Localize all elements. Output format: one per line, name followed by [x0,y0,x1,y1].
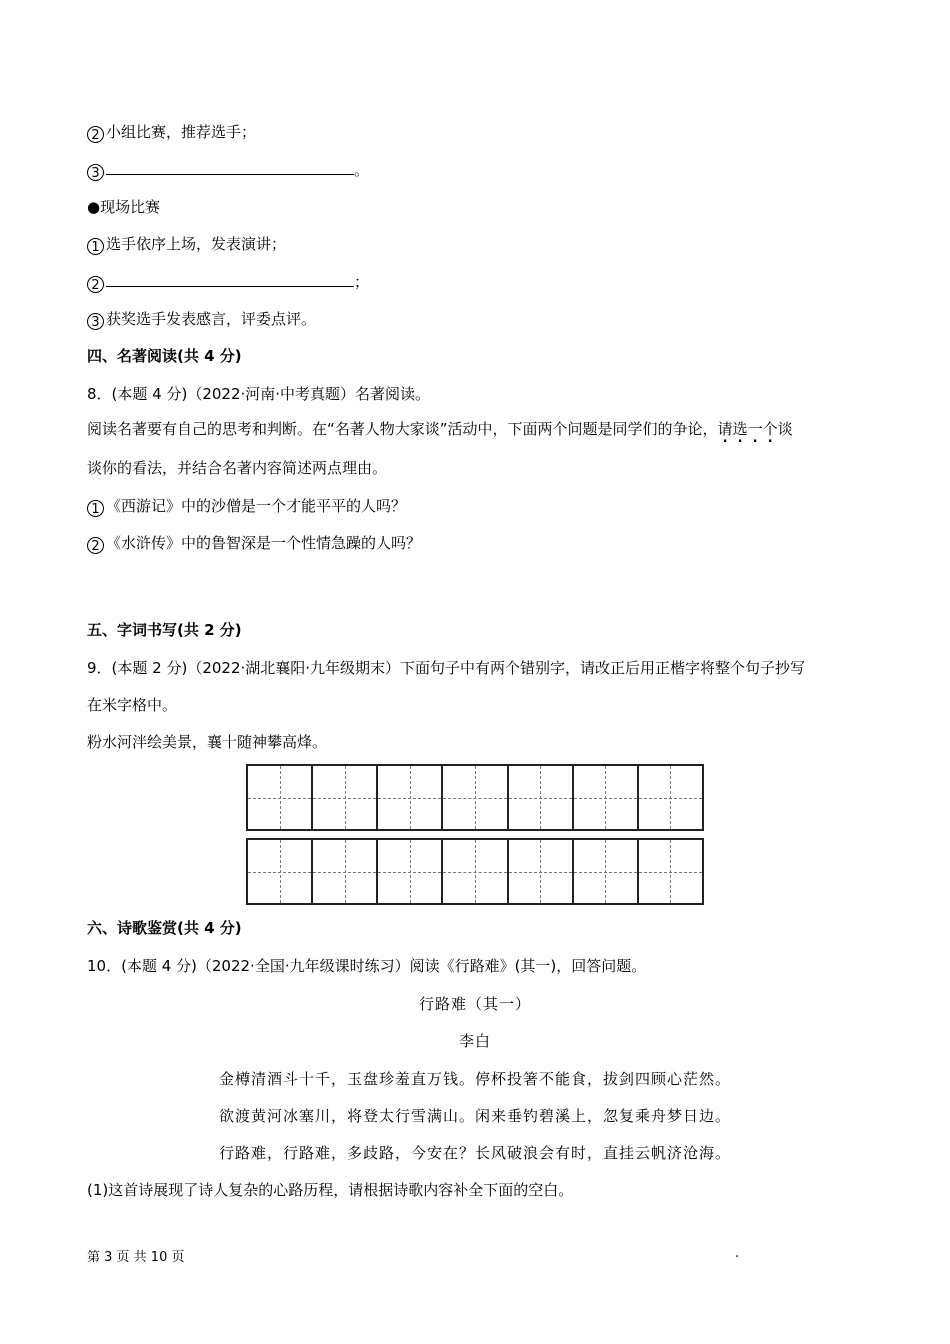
option-text: 《西游记》中的沙僧是一个才能平平的人吗？ [106,497,407,515]
grid-cell[interactable] [378,766,443,829]
grid-cell[interactable] [248,766,313,829]
question-10-header: 10．(本题 4 分)（2022·全国·九年级课时练习）阅读《行路难》(其一)，回答问题。 [87,957,647,975]
question-10-sub-1: (1)这首诗展现了诗人复杂的心路历程，请根据诗歌内容补全下面的空白。 [87,1181,574,1199]
question-8-paragraph-line2: 谈你的看法，并结合名著内容简述两点理由。 [87,459,388,477]
emphasis-char: 选 [732,420,748,438]
footer-mark: . [735,1246,740,1261]
step-text: 获奖选手发表感言，评委点评。 [106,310,317,328]
grid-cell[interactable] [313,766,378,829]
poem-line-3: 行路难，行路难，多歧路，今安在？长风破浪会有时，直挂云帆济沧海。 [218,1144,731,1162]
grid-cell[interactable] [639,840,702,903]
step-text: 选手依序上场，发表演讲； [106,235,287,253]
poem-line-2: 欲渡黄河冰塞川，将登太行雪满山。闲来垂钓碧溪上，忽复乘舟梦日边。 [218,1107,731,1125]
grid-cell[interactable] [313,840,378,903]
grid-cell[interactable] [509,840,574,903]
emphasis-char: 个 [762,420,778,438]
question-8-option-1 [87,496,406,517]
page-number: 第 3 页 共 10 页 [87,1250,185,1265]
section-heading-5: 五、字词书写(共 2 分) [87,621,242,639]
circled-number: 1 [87,238,104,255]
circled-number: 2 [87,276,104,293]
question-8-header: 8．(本题 4 分)（2022·河南·中考真题）名著阅读。 [87,385,431,403]
emphasis-char: 一 [747,420,763,438]
circled-number: 3 [87,313,104,330]
onsite-heading: ●现场比赛 [87,198,161,216]
section-heading-6: 六、诗歌鉴赏(共 4 分) [87,919,242,937]
grid-cell[interactable] [248,840,313,903]
step-text: 小组比赛，推荐选手； [106,123,257,141]
end-punct: ； [354,273,370,291]
grid-cell[interactable] [443,840,508,903]
circled-number: 2 [87,126,104,143]
onsite-step-1 [87,234,286,255]
question-8-paragraph-line1 [87,419,793,439]
question-9-header-line2: 在米字格中。 [87,696,178,714]
option-text: 《水浒传》中的鲁智深是一个性情急躁的人吗？ [106,534,422,552]
circled-number: 3 [87,164,104,181]
grid-cell[interactable] [639,766,702,829]
prelim-step-3-blank [87,160,369,181]
para-text: 谈 [777,420,793,438]
emphasis-char: 请 [717,420,733,438]
onsite-step-2-blank [87,272,369,293]
poem-title: 行路难（其一） [418,995,531,1013]
grid-cell[interactable] [509,766,574,829]
para-text: 阅读名著要有自己的思考和判断。在“名著人物大家谈”活动中，下面两个问题是同学们的争论， [87,420,718,438]
grid-cell[interactable] [443,766,508,829]
question-9-sentence: 粉水河泮绘美景，襄十随神攀高烽。 [87,733,328,751]
grid-cell[interactable] [574,766,639,829]
question-8-option-2 [87,533,421,554]
poem-author: 李白 [458,1032,491,1050]
poem-line-1: 金樽清酒斗十千，玉盘珍羞直万钱。停杯投箸不能食，拔剑四顾心茫然。 [218,1070,731,1088]
grid-cell[interactable] [574,840,639,903]
mizi-grid-row-2[interactable] [246,838,704,905]
grid-cell[interactable] [378,840,443,903]
prelim-step-2 [87,122,256,143]
section-heading-4: 四、名著阅读(共 4 分) [87,347,242,365]
question-9-header: 9．(本题 2 分)（2022·湖北襄阳·九年级期末）下面句子中有两个错别字，请改正后用正楷字将整个句子抄写 [87,659,806,677]
circled-number: 2 [87,537,104,554]
answer-blank[interactable] [106,160,354,175]
end-punct: 。 [354,161,370,179]
circled-number: 1 [87,500,104,517]
onsite-step-3 [87,309,316,330]
answer-blank[interactable] [106,272,354,287]
mizi-grid-row-1[interactable] [246,764,704,831]
